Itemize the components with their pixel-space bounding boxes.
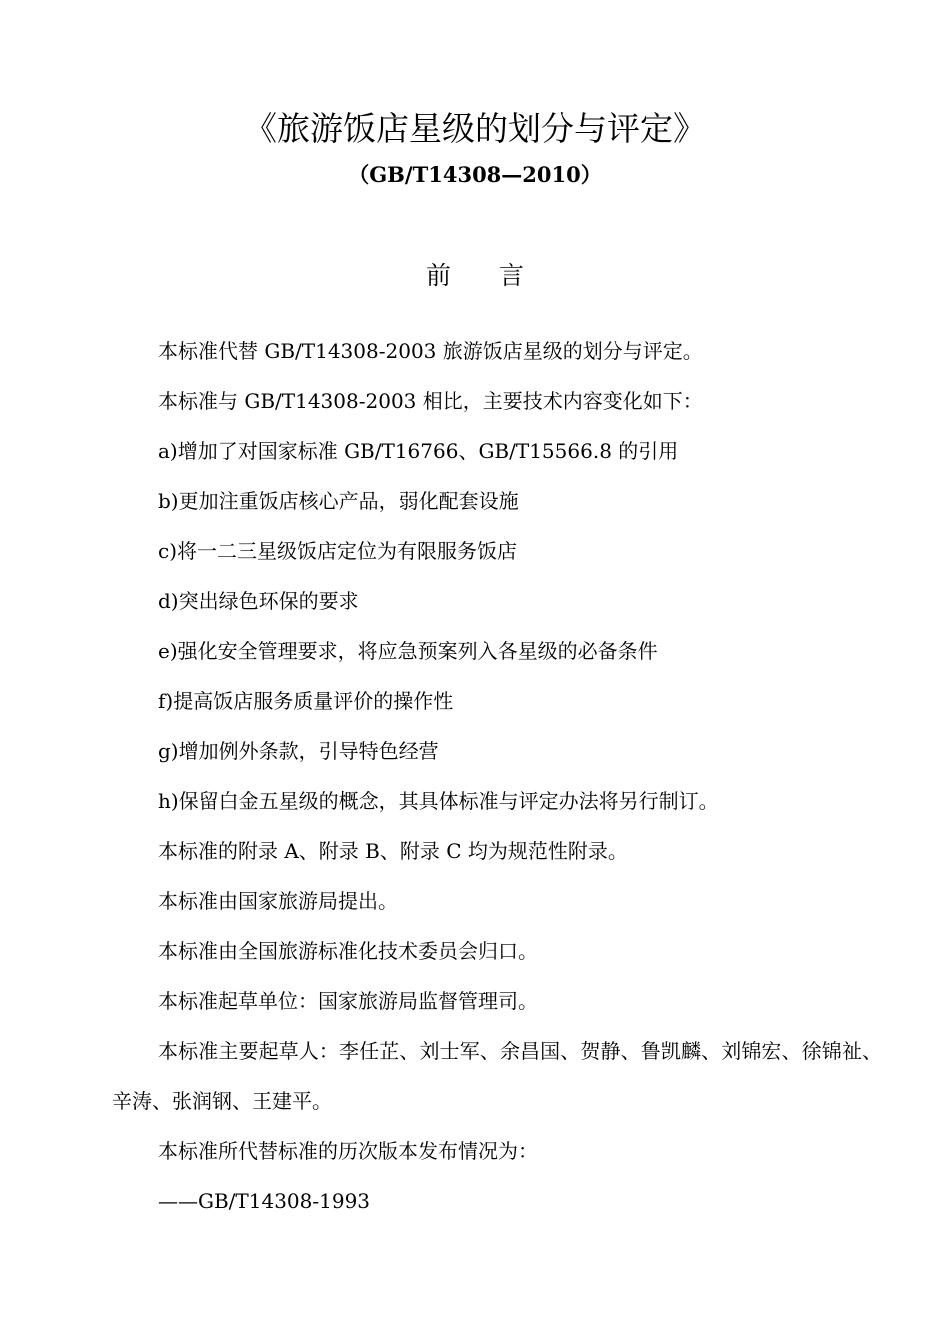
paragraph-replaces: 本标准代替 GB/T14308-2003 旅游饭店星级的划分与评定。 bbox=[158, 339, 703, 363]
standard-code: （GB/T14308—2010） bbox=[348, 162, 602, 187]
paragraph-proposed-by: 本标准由国家旅游局提出。 bbox=[158, 889, 398, 913]
paragraph-history-intro: 本标准所代替标准的历次版本发布情况为： bbox=[158, 1139, 538, 1163]
change-item-e: e)强化安全管理要求，将应急预案列入各星级的必备条件 bbox=[158, 639, 658, 663]
change-item-f: f)提高饭店服务质量评价的操作性 bbox=[158, 689, 454, 713]
change-item-b: b)更加注重饭店核心产品，弱化配套设施 bbox=[158, 489, 519, 513]
paragraph-centralized-by: 本标准由全国旅游标准化技术委员会归口。 bbox=[158, 939, 538, 963]
paragraph-drafters: 本标准主要起草人：李任芷、刘士军、余昌国、贺静、鲁凯麟、刘锦宏、徐锦祉、辛涛、张润钢、王建平。 bbox=[112, 1039, 882, 1113]
change-item-g: g)增加例外条款，引导特色经营 bbox=[158, 739, 439, 763]
preface-body bbox=[112, 326, 882, 1226]
paragraph-drafting-unit: 本标准起草单位：国家旅游局监督管理司。 bbox=[158, 989, 538, 1013]
paragraph-appendices: 本标准的附录 A、附录 B、附录 C 均为规范性附录。 bbox=[158, 839, 628, 863]
history-item: ——GB/T14308-1993 bbox=[158, 1189, 371, 1213]
change-item-d: d)突出绿色环保的要求 bbox=[158, 589, 359, 613]
document-title: 《旅游饭店星级的划分与评定》 bbox=[244, 109, 706, 148]
paragraph-changes-intro: 本标准与 GB/T14308-2003 相比，主要技术内容变化如下： bbox=[158, 389, 703, 413]
change-item-a: a)增加了对国家标准 GB/T16766、GB/T15566.8 的引用 bbox=[158, 439, 679, 463]
change-item-c: c)将一二三星级饭店定位为有限服务饭店 bbox=[158, 539, 518, 563]
preface-heading: 前言 bbox=[425, 261, 572, 290]
change-item-h: h)保留白金五星级的概念，其具体标准与评定办法将另行制订。 bbox=[158, 789, 719, 813]
